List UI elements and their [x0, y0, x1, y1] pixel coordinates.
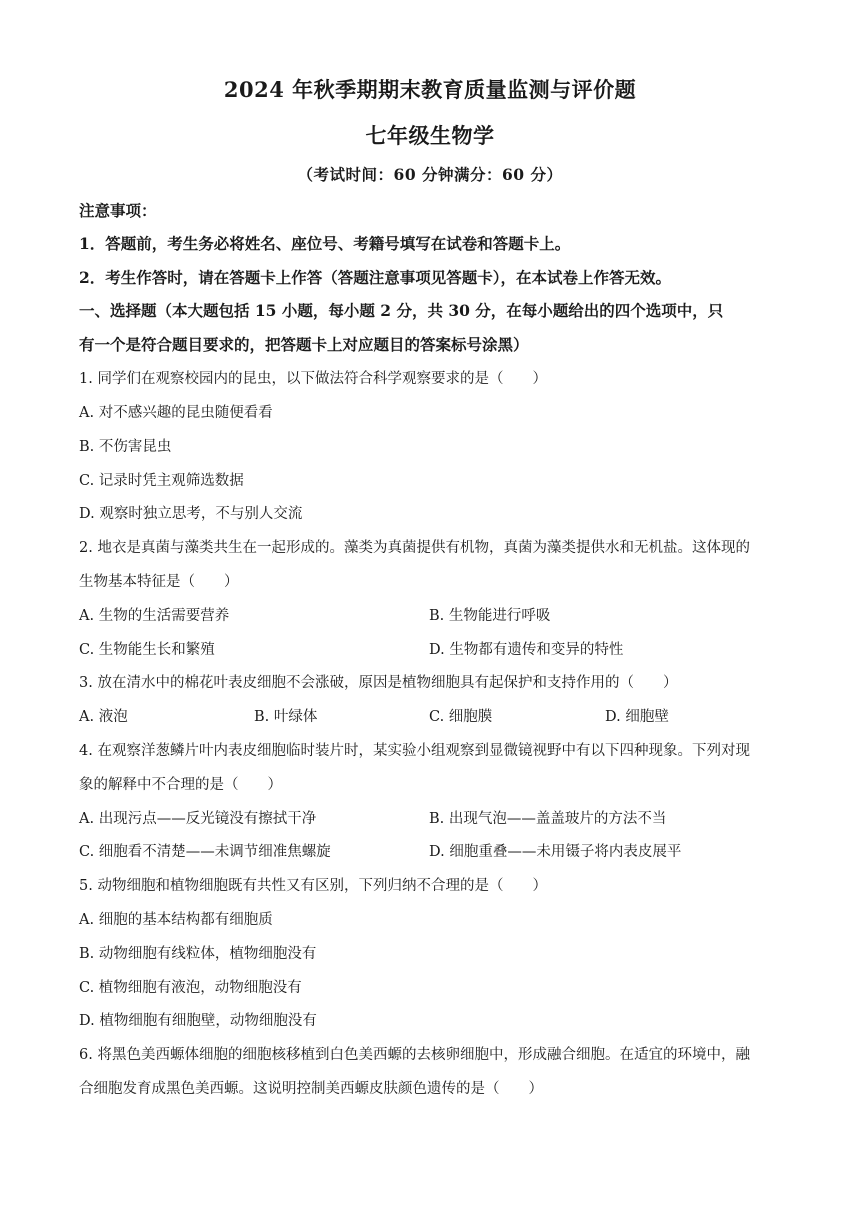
section-heading: 一、选择题（本大题包括 15 小题，每小题 2 分，共 30 分，在每小题给出的四个选项中，只 [79, 301, 724, 320]
option-c: C. 记录时凭主观筛选数据 [79, 473, 244, 489]
notes-heading: 注意事项： [79, 201, 157, 220]
exam-title: 2024 年秋季期期末教育质量监测与评价题 [223, 77, 637, 102]
question-stem: 6. 将黑色美西螈体细胞的细胞核移植到白色美西螈的去核卵细胞中，形成融合细胞。在适宜的环境中，融 [79, 1047, 750, 1063]
note-item: 1．答题前，考生务必将姓名、座位号、考籍号填写在试卷和答题卡上。 [79, 234, 571, 253]
option-a: A. 对不感兴趣的昆虫随便看看 [79, 405, 273, 421]
option-a: A. 液泡 [79, 709, 128, 725]
question-stem-cont: 象的解释中不合理的是（ ） [79, 777, 282, 793]
option-c: C. 植物细胞有液泡，动物细胞没有 [79, 980, 302, 996]
option-d: D. 细胞壁 [605, 709, 669, 725]
question-stem: 5. 动物细胞和植物细胞既有共性又有区别，下列归纳不合理的是（ ） [79, 878, 547, 894]
option-d: D. 观察时独立思考，不与别人交流 [79, 506, 303, 522]
option-c: C. 细胞看不清楚——未调节细准焦螺旋 [79, 844, 331, 860]
option-b: B. 出现气泡——盖盖玻片的方法不当 [429, 811, 667, 827]
option-d: D. 生物都有遗传和变异的特性 [429, 642, 624, 658]
option-a: A. 细胞的基本结构都有细胞质 [79, 912, 273, 928]
option-b: B. 叶绿体 [254, 709, 318, 725]
question-stem: 1. 同学们在观察校园内的昆虫，以下做法符合科学观察要求的是（ ） [79, 371, 547, 387]
question-stem-cont: 生物基本特征是（ ） [79, 574, 239, 590]
note-item: 2．考生作答时，请在答题卡上作答（答题注意事项见答题卡），在本试卷上作答无效。 [79, 268, 672, 287]
option-d: D. 细胞重叠——未用镊子将内表皮展平 [429, 844, 682, 860]
option-b: B. 生物能进行呼吸 [429, 608, 551, 624]
option-a: A. 出现污点——反光镜没有擦拭干净 [79, 811, 317, 827]
option-d: D. 植物细胞有细胞壁，动物细胞没有 [79, 1013, 317, 1029]
option-c: C. 细胞膜 [429, 709, 493, 725]
question-stem: 2. 地衣是真菌与藻类共生在一起形成的。藻类为真菌提供有机物，真菌为藻类提供水和无机盐。这体现的 [79, 540, 750, 556]
section-heading-cont: 有一个是符合题目要求的，把答题卡上对应题目的答案标号涂黑） [79, 335, 529, 354]
question-stem-cont: 合细胞发育成黑色美西螈。这说明控制美西螈皮肤颜色遗传的是（ ） [79, 1081, 543, 1097]
option-b: B. 动物细胞有线粒体，植物细胞没有 [79, 946, 317, 962]
option-b: B. 不伤害昆虫 [79, 439, 172, 455]
question-stem: 4. 在观察洋葱鳞片叶内表皮细胞临时装片时，某实验小组观察到显微镜视野中有以下四种现象。下列对现 [79, 743, 750, 759]
option-a: A. 生物的生活需要营养 [79, 608, 230, 624]
exam-info: （考试时间：60 分钟满分：60 分） [297, 165, 563, 184]
option-c: C. 生物能生长和繁殖 [79, 642, 215, 658]
question-stem: 3. 放在清水中的棉花叶表皮细胞不会涨破，原因是植物细胞具有起保护和支持作用的（ ） [79, 675, 678, 691]
exam-subtitle: 七年级生物学 [365, 123, 495, 148]
